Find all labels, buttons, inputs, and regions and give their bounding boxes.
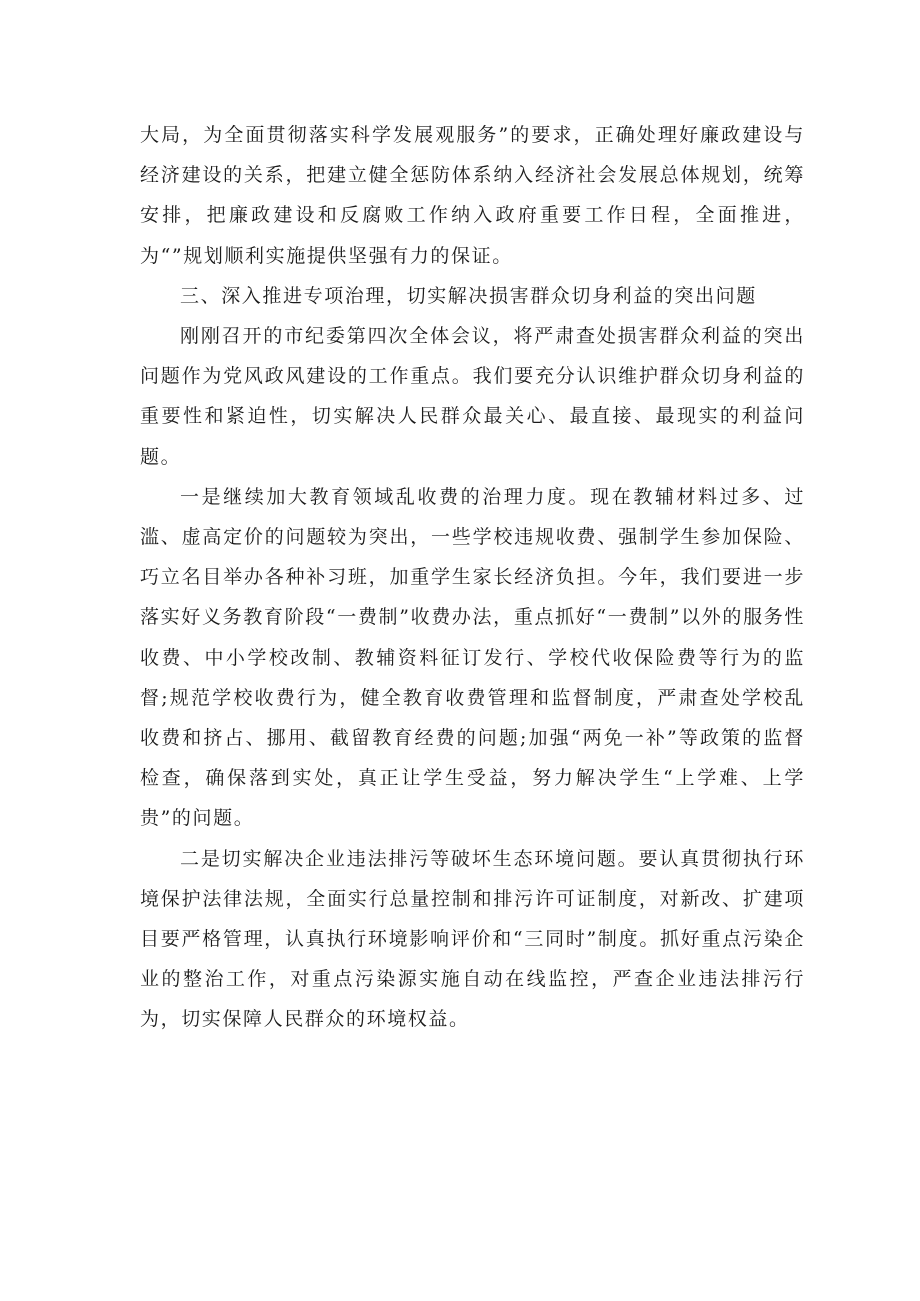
paragraph-intro: 刚刚召开的市纪委第四次全体会议，将严肃查处损害群众利益的突出问题作为党风政风建设的工作重点。我们要充分认识维护群众切身利益的重要性和紧迫性，切实解决人民群众最关心、最直接、最现实的利益问题。	[140, 325, 805, 468]
paragraph-education-fees: 一是继续加大教育领域乱收费的治理力度。现在教辅材料过多、过滥、虚高定价的问题较为突出，一些学校违规收费、强制学生参加保险、巧立名目举办各种补习班，加重学生家长经济负担。今年，我们要进一步落实好义务教育阶段“一费制”收费办法，重点抓好“一费制”以外的服务性收费、中小学校改制、教辅资料征订发行、学校代收保险费等行为的监督;规范学校收费行为，健全教育收费管理和监督制度，严肃查处学校乱收费和挤占、挪用、截留教育经费的问题;加强“两免一补”等政策的监督检查，确保落到实处，真正让学生受益，努力解决学生“上学难、上学贵”的问题。	[140, 485, 805, 830]
section-heading: 三、深入推进专项治理，切实解决损害群众切身利益的突出问题	[180, 284, 757, 307]
paragraph-environment: 二是切实解决企业违法排污等破坏生态环境问题。要认真贯彻执行环境保护法律法规，全面实行总量控制和排污许可证制度，对新改、扩建项目要严格管理，认真执行环境影响评价和“三同时”制度。抓好重点污染企业的整治工作，对重点污染源实施自动在线监控，严查企业违法排污行为，切实保障人民群众的环境权益。	[140, 847, 805, 1031]
document-body	[140, 115, 805, 1040]
paragraph-continuation: 大局，为全面贯彻落实科学发展观服务”的要求，正确处理好廉政建设与经济建设的关系，把建立健全惩防体系纳入经济社会发展总体规划，统筹安排，把廉政建设和反腐败工作纳入政府重要工作日程，全面推进，为“”规划顺利实施提供坚强有力的保证。	[140, 124, 805, 267]
